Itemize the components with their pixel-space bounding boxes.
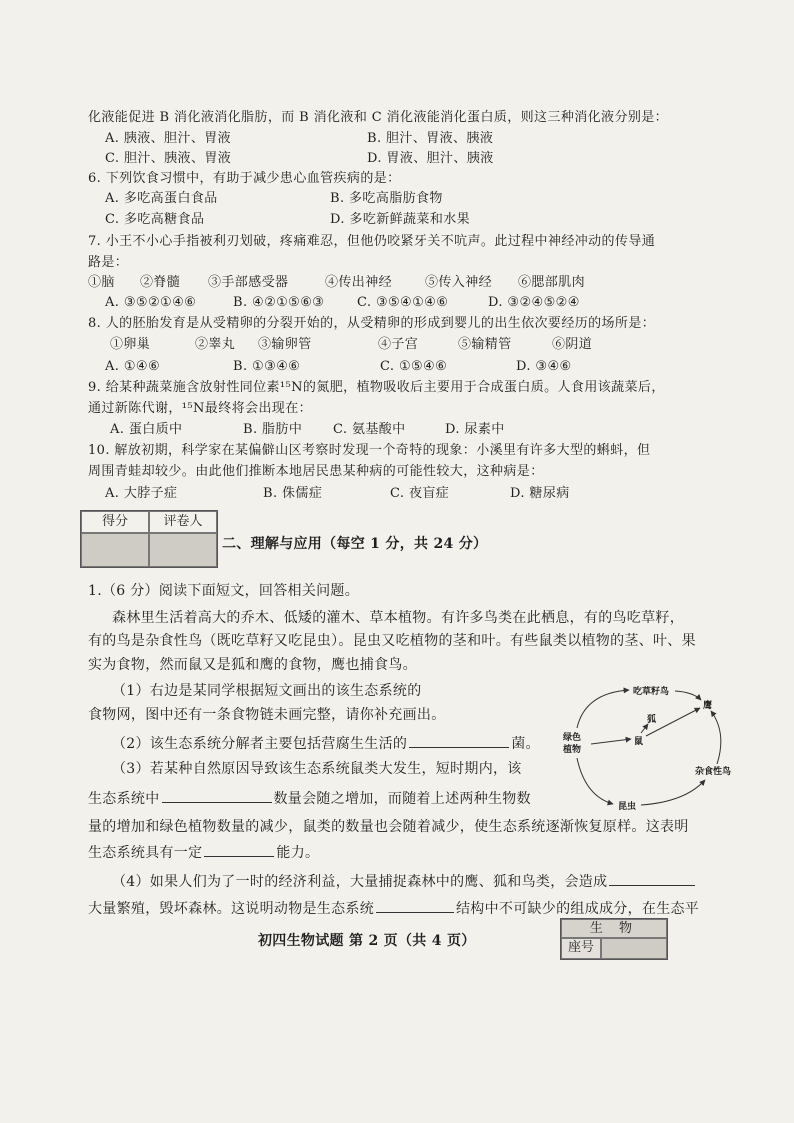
q6-option-b: B. 多吃高脂肪食物 [330,191,443,206]
q6-stem: 6. 下列饮食习惯中，有助于减少患心血管疾病的是： [88,171,401,186]
page-footer: 初四生物试题 第 2 页（共 4 页） [258,933,476,949]
q8-item-3: ③输卵管 [258,337,312,352]
part3-line4 [88,843,319,862]
q9-option-d: D. 尿素中 [445,422,505,437]
arrow-plant-to-seed-bird [577,690,629,728]
q7-option-b: B. ④②①⑤⑥③ [233,295,325,310]
part3-line2-after: 数量会随之增加，而随着上述两种生物数 [273,791,531,807]
part2-text-before: （2）该生态系统分解者主要包括营腐生生活的 [112,736,408,752]
q5-option-c: C. 胆汁、胰液、胃液 [105,151,232,166]
arrow-seed-bird-to-eagle [675,691,701,700]
q8-stem: 8. 人的胚胎发育是从受精卵的分裂开始的，从受精卵的形成到婴儿的出生依次要经历的场所是： [88,316,656,331]
node-green-plant-line2: 植物 [563,745,582,755]
q9-option-c: C. 氨基酸中 [333,422,406,437]
part4-line2-before: 大量繁殖，毁坏森林。这说明动物是生态系统 [88,901,374,917]
part4-line2-after: 结构中不可缺少的组成成分，在生态平 [456,901,700,917]
q5-stem-tail: 化液能促进 B 消化液消化脂肪，而 B 消化液和 C 消化液能消化蛋白质，则这三种消化液分别是： [88,110,669,125]
grader-label: 评卷人 [149,511,217,533]
q7-item-2: ②脊髓 [140,275,181,290]
part3-line2 [88,789,531,808]
q5-option-d: D. 胃液、胆汁、胰液 [367,151,494,166]
grader-cell [149,533,217,567]
q7-option-a: A. ③⑤②①④⑥ [105,295,197,310]
q8-item-5: ⑤输精管 [458,337,512,352]
node-omnivore-bird: 杂食性鸟 [695,767,732,777]
q6-option-a: A. 多吃高蛋白食品 [105,191,218,206]
q9-option-a: A. 蛋白质中 [110,422,183,437]
q10-option-b: B. 侏儒症 [263,486,323,501]
q8-option-a: A. ①④⑥ [105,359,161,374]
q9-stem-line1: 9. 给某种蔬菜施含放射性同位素¹⁵N的氮肥，植物吸收后主要用于合成蛋白质。人食用该蔬菜后， [88,380,665,395]
part4-line1 [112,872,697,891]
part3-line4-before: 生态系统具有一定 [88,845,203,861]
q10-stem-line1: 10. 解放初期，科学家在某偏僻山区考察时发现一个奇特的现象：小溪里有许多大型的蝌蚪，但 [88,443,651,458]
q8-option-b: B. ①③④⑥ [233,359,301,374]
seat-box [560,918,668,960]
q6-option-c: C. 多吃高糖食品 [105,212,205,227]
q7-stem-line2: 路是： [88,255,129,270]
score-cell [81,533,149,567]
score-box [80,510,218,568]
q7-item-5: ⑤传入神经 [425,275,493,290]
part4-line2 [88,899,699,918]
part2-text-after: 菌。 [511,736,540,752]
q9-stem-line2: 通过新陈代谢，¹⁵N最终将会出现在： [88,401,312,416]
arrow-plant-to-mouse [591,739,631,744]
q8-option-d: D. ③④⑥ [516,359,572,374]
arrow-insect-to-omnivore-bird [641,780,705,805]
q8-option-c: C. ①⑤④⑥ [380,359,448,374]
subject-label: 生 物 [561,919,667,938]
answer-blank-ability [204,843,274,857]
q7-option-c: C. ③⑤④①④⑥ [357,295,449,310]
part3-line4-after: 能力。 [276,845,320,861]
q7-stem-line1: 7. 小王不小心手指被利刃划破，疼痛难忍，但他仍咬紧牙关不吭声。此过程中神经冲动的传导通 [88,234,656,249]
seat-label: 座号 [561,938,601,959]
food-web-diagram [555,678,735,818]
node-mouse: 鼠 [634,737,644,747]
part3-line1: （3）若某种自然原因导致该生态系统鼠类大发生，短时期内，该 [112,761,522,777]
answer-blank-pest [609,872,695,886]
passage-line-1: 森林里生活着高大的乔木、低矮的灌木、草本植物。有许多鸟类在此栖息，有的鸟吃草籽， [112,610,684,626]
arrow-omnivore-bird-to-eagle [711,711,721,764]
q10-option-c: C. 夜盲症 [390,486,450,501]
q5-option-b: B. 胆汁、胃液、胰液 [367,131,494,146]
node-seed-bird: 吃草籽鸟 [633,687,670,697]
q7-item-3: ③手部感受器 [208,275,289,290]
score-label: 得分 [81,511,149,533]
s2-q1-intro: 1.（6 分）阅读下面短文，回答相关问题。 [88,583,360,599]
node-green-plant-line1: 绿色 [563,733,582,743]
part3-line3: 量的增加和绿色植物数量的减少，鼠类的数量也会随着减少，使生态系统逐渐恢复原样。这表明 [88,819,689,835]
part4-line1-text: （4）如果人们为了一时的经济利益，大量捕捉森林中的鹰、狐和鸟类，会造成 [112,874,608,890]
part1-line1: （1）右边是某同学根据短文画出的该生态系统的 [112,683,422,699]
section2-heading: 二、理解与应用（每空 1 分，共 24 分） [222,536,488,552]
passage-line-3: 实为食物，然而鼠又是狐和鹰的食物，鹰也捕食鸟。 [88,657,417,673]
q8-item-4: ④子宫 [378,337,419,352]
answer-blank-predators [162,789,272,803]
seat-number-cell [601,938,667,959]
part2-line [112,734,540,753]
q5-option-a: A. 胰液、胆汁、胃液 [105,131,232,146]
node-fox: 狐 [647,715,657,725]
answer-blank-structure [376,899,454,913]
q8-item-2: ②睾丸 [195,337,236,352]
node-insect: 昆虫 [618,802,637,812]
q10-option-d: D. 糖尿病 [510,486,570,501]
part3-line2-before: 生态系统中 [88,791,160,807]
part1-line2: 食物网，图中还有一条食物链未画完整，请你补充画出。 [88,707,446,723]
node-eagle: 鹰 [703,701,713,711]
q7-option-d: D. ③②④⑤②④ [488,295,580,310]
q7-item-1: ①脑 [88,275,115,290]
arrow-mouse-to-fox [641,724,648,733]
q8-item-6: ⑥阴道 [552,337,593,352]
q9-option-b: B. 脂肪中 [243,422,303,437]
answer-blank-decomposer [409,734,509,748]
q10-stem-line2: 周围青蛙却较少。由此他们推断本地居民患某种病的可能性较大，这种病是： [88,464,544,479]
q8-item-1: ①卵巢 [110,337,151,352]
q6-option-d: D. 多吃新鲜蔬菜和水果 [330,212,471,227]
arrow-plant-to-insect [577,758,613,804]
q7-item-6: ⑥腮部肌肉 [518,275,586,290]
q7-item-4: ④传出神经 [325,275,393,290]
q10-option-a: A. 大脖子症 [105,486,178,501]
passage-line-2: 有的鸟是杂食性鸟（既吃草籽又吃昆虫）。昆虫又吃植物的茎和叶。有些鼠类以植物的茎、叶、果 [88,633,696,649]
